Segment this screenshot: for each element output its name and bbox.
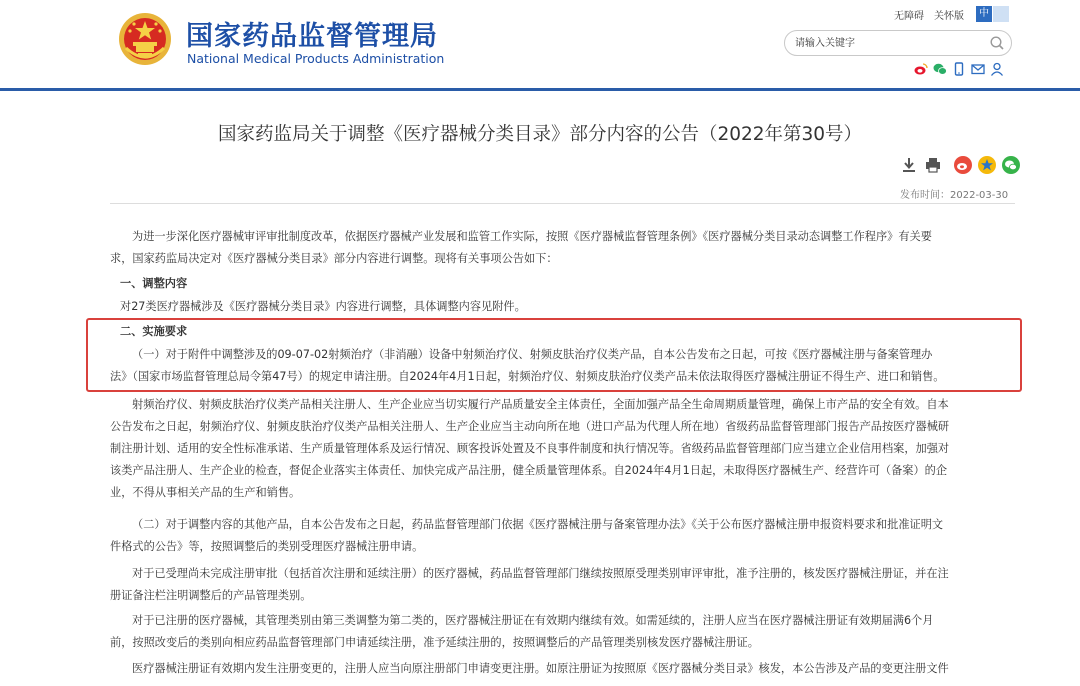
language-en-button[interactable]: EN <box>993 6 1009 22</box>
section2-heading: 二、实施要求 <box>120 325 188 338</box>
share-wechat-icon[interactable] <box>1002 156 1020 174</box>
publish-time <box>900 186 1008 201</box>
article-toolbar <box>900 156 1020 174</box>
section2-paragraph-2 <box>110 394 1015 504</box>
site-name-cn[interactable]: 国家药品监督管理局 <box>186 21 438 52</box>
wechat-icon[interactable] <box>933 62 947 76</box>
intro-paragraph <box>110 226 1015 270</box>
care-mode-link[interactable]: 关怀版 <box>934 11 964 22</box>
site-header <box>0 0 1080 88</box>
s2-p1-line-2: 法》（国家市场监督管理总局令第47号）的规定申请注册。自2024年4月1日起，射频治疗仪、射频皮肤治疗仪类产品未依法取得医疗器械注册证不得生产、进口和销售。 <box>110 370 945 383</box>
s2-p1-line-1: （一）对于附件中调整涉及的09-07-02射频治疗（非消融）设备中射频治疗仪、射频皮肤治疗仪类产品，自本公告发布之日起，可按《医疗器械注册与备案管理办 <box>132 348 933 361</box>
print-icon[interactable] <box>924 156 942 174</box>
top-links <box>894 7 974 22</box>
intro-line-1: 为进一步深化医疗器械审评审批制度改革，依据医疗器械产业发展和监管工作实际，按照《医疗器械监督管理条例》《医疗器械分类目录动态调整工作程序》有关要 <box>132 230 932 243</box>
s2-p2-line-5: 业，不得从事相关产品的生产和销售。 <box>110 486 301 499</box>
search-icon[interactable] <box>989 35 1005 51</box>
s2-p2-line-2: 公告发布之日起，射频治疗仪、射频皮肤治疗仪类产品相关注册人、生产企业应当主动向所在地（进口产品为代理人所在地）省级药品监督管理部门报告产品按医疗器械研 <box>110 420 950 433</box>
section2-paragraph-1 <box>110 344 1015 388</box>
s2-p6-line-1: 医疗器械注册证有效期内发生注册变更的，注册人应当向原注册部门申请变更注册。如原注册证为按照原《医疗器械分类目录》核发，本公告涉及产品的变更注册文件 <box>132 662 949 675</box>
s2-p5-line-2: 前，按照改变后的类别向相应药品监督管理部门申请延续注册，准予延续注册的，按照调整后的产品管理类别核发医疗器械注册证。 <box>110 636 759 649</box>
section1-text: 对27类医疗器械涉及《医疗器械分类目录》内容进行调整，具体调整内容见附件。 <box>120 300 526 313</box>
s2-p4-line-1: 对于已受理尚未完成注册审批（包括首次注册和延续注册）的医疗器械，药品监督管理部门继续按照原受理类别审评审批，准予注册的，核发医疗器械注册证，并在注 <box>132 567 949 580</box>
section2-paragraph-4 <box>110 563 1015 607</box>
publish-label: 发布时间： <box>900 190 950 201</box>
header-divider <box>0 88 1080 91</box>
language-zh-button[interactable]: 中 <box>976 6 992 22</box>
mobile-icon[interactable] <box>952 62 966 76</box>
section2-paragraph-3 <box>110 514 1015 558</box>
s2-p2-line-3: 制注册计划、适用的安全性标准承诺、生产质量管理体系及运行情况、顾客投诉处置及不良事件制度和执行情况等。省级药品监督管理部门应当建立企业信用档案，加强对 <box>110 442 950 455</box>
publish-date: 2022-03-30 <box>950 190 1009 201</box>
s2-p2-line-4: 该类产品注册人、生产企业的检查，督促企业落实主体责任、加快完成产品注册，健全质量管理体系。自2024年4月1日起，未取得医疗器械生产、经营许可（备案）的企 <box>110 464 948 477</box>
content-divider <box>110 203 1015 204</box>
s2-p3-line-1: （二）对于调整内容的其他产品，自本公告发布之日起，药品监督管理部门依据《医疗器械注册与备案管理办法》《关于公布医疗器械注册申报资料要求和批准证明文 <box>132 518 944 531</box>
section1-heading: 一、调整内容 <box>120 277 188 290</box>
search-input[interactable] <box>795 35 975 51</box>
section2-paragraph-5 <box>110 610 1015 654</box>
site-name-en[interactable]: National Medical Products Administration <box>187 51 445 66</box>
accessibility-link[interactable]: 无障碍 <box>894 11 924 22</box>
s2-p5-line-1: 对于已注册的医疗器械，其管理类别由第三类调整为第二类的，医疗器械注册证在有效期内继续有效。如需延续的，注册人应当在医疗器械注册证有效期届满6个月 <box>132 614 934 627</box>
weibo-icon[interactable] <box>914 62 928 76</box>
intro-line-2: 求，国家药监局决定对《医疗器械分类目录》部分内容进行调整。现将有关事项公告如下： <box>110 252 558 265</box>
s2-p4-line-2: 册证备注栏注明调整后的产品管理类别。 <box>110 589 312 602</box>
user-icon[interactable] <box>990 62 1004 76</box>
download-icon[interactable] <box>900 156 918 174</box>
mail-icon[interactable] <box>971 62 985 76</box>
share-weibo-icon[interactable] <box>954 156 972 174</box>
national-emblem-icon <box>118 12 172 66</box>
social-links <box>914 62 1009 76</box>
article-title: 国家药监局关于调整《医疗器械分类目录》部分内容的公告（2022年第30号） <box>217 124 863 145</box>
section2-paragraph-6 <box>110 658 1015 680</box>
search-box <box>784 30 1012 56</box>
s2-p3-line-2: 件格式的公告》等，按照调整后的类别受理医疗器械注册申请。 <box>110 540 424 553</box>
s2-p2-line-1: 射频治疗仪、射频皮肤治疗仪类产品相关注册人、生产企业应当切实履行产品质量安全主体责任，全面加强产品全生命周期质量管理，确保上市产品的安全有效。自本 <box>132 398 949 411</box>
share-qzone-icon[interactable] <box>978 156 996 174</box>
